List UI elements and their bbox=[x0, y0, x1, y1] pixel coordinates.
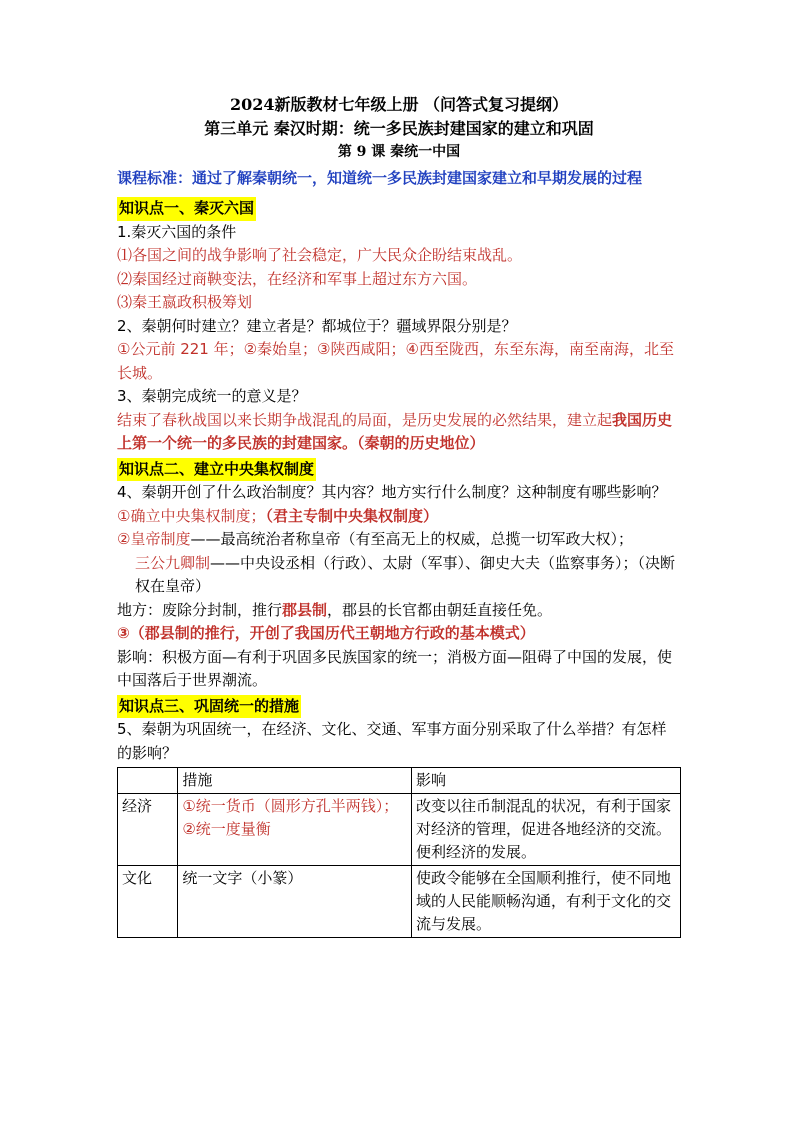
kp2-heading: 知识点二、建立中央集权制度 bbox=[117, 458, 316, 482]
a4-1: ①确立中央集权制度； bbox=[117, 506, 266, 525]
a4-3-text: ——中央设丞相（行政）、太尉（军事）、御史大夫（监察事务）；（决断权在皇帝） bbox=[135, 553, 676, 595]
table-cell-measure: 统一文字（小篆） bbox=[178, 866, 412, 938]
q1-item-3: ⑶秦王嬴政积极筹划 bbox=[117, 293, 253, 311]
a4-2-label: ②皇帝制度 bbox=[117, 530, 191, 548]
table-header-cell: 影响 bbox=[412, 768, 681, 794]
impact: 影响：积极方面—有利于巩固多民族国家的统一；消极方面—阻碍了中国的发展，使中国落后于世界潮流。 bbox=[117, 647, 673, 689]
measure-1: ①统一货币（圆形方孔半两钱）； bbox=[182, 797, 399, 815]
measure-2: ②统一度量衡 bbox=[182, 820, 271, 838]
a4-line3 bbox=[117, 552, 681, 599]
local-line bbox=[117, 599, 681, 623]
unit-title: 第三单元 秦汉时期：统一多民族封建国家的建立和巩固 bbox=[204, 119, 594, 138]
a4-line2 bbox=[117, 528, 681, 552]
a4-1-bold: （君主专制中央集权制度） bbox=[265, 506, 438, 525]
a3 bbox=[117, 409, 681, 456]
measures-table bbox=[117, 767, 681, 938]
lesson-title: 第 9 课 秦统一中国 bbox=[337, 144, 461, 160]
table-cell-effect: 使政令能够在全国顺利推行，使不同地域的人民能顺畅沟通，有利于文化的交流与发展。 bbox=[412, 866, 681, 938]
q5: 5、秦朝为巩固统一，在经济、文化、交通、军事方面分别采取了什么举措？有怎样的影响？ bbox=[117, 720, 667, 762]
table-cell-measure bbox=[178, 794, 412, 866]
a3-plain: 结束了春秋战国以来长期争战混乱的局面，是历史发展的必然结果，建立起 bbox=[117, 410, 613, 429]
local-c: ，郡县的长官都由朝廷直接任免。 bbox=[327, 600, 553, 619]
a4-2-text: ——最高统治者称皇帝（有至高无上的权威，总揽一切军政大权）； bbox=[190, 530, 633, 548]
q1: 1.秦灭六国的条件 bbox=[117, 222, 237, 241]
a2: ①公元前 221 年；②秦始皇；③陕西咸阳；④西至陇西，东至东海，南至南海，北至长城。 bbox=[117, 340, 674, 382]
local-b: 郡县制 bbox=[282, 600, 328, 619]
a3-bold: 我国历史上第一个统一的多民族的封建国家。（秦朝的历史地位） bbox=[117, 410, 673, 452]
table-header-cell: 措施 bbox=[178, 768, 412, 794]
table-header-cell bbox=[118, 768, 178, 794]
a4-4: ③（郡县制的推行，开创了我国历代王朝地方行政的基本模式） bbox=[117, 624, 535, 642]
table-cell-effect: 改变以往币制混乱的状况，有利于国家对经济的管理，促进各地经济的交流。便利经济的发展。 bbox=[412, 794, 681, 866]
q3: 3、秦朝完成统一的意义是？ bbox=[117, 387, 307, 405]
course-standard: 课程标准：通过了解秦朝统一，知道统一多民族封建国家建立和早期发展的过程 bbox=[117, 169, 643, 187]
a4-3-label: 三公九卿制 bbox=[135, 553, 211, 572]
document-page bbox=[117, 93, 681, 938]
kp1-heading: 知识点一、秦灭六国 bbox=[117, 197, 256, 221]
a4-line1 bbox=[117, 505, 681, 529]
table-row bbox=[118, 794, 681, 866]
doc-title: 2024新版教材七年级上册 （问答式复习提纲） bbox=[229, 95, 569, 114]
q1-item-2: ⑵秦国经过商鞅变法，在经济和军事上超过东方六国。 bbox=[117, 269, 478, 288]
table-header-row bbox=[118, 768, 681, 794]
local-a: 地方：废除分封制，推行 bbox=[117, 600, 283, 619]
q1-item-1: ⑴各国之间的战争影响了社会稳定，广大民众企盼结束战乱。 bbox=[117, 246, 523, 264]
q2: 2、秦朝何时建立？建立者是？都城位于？疆域界限分别是？ bbox=[117, 316, 517, 335]
table-cell-area: 文化 bbox=[118, 866, 178, 938]
kp3-heading: 知识点三、巩固统一的措施 bbox=[117, 695, 301, 719]
table-cell-area: 经济 bbox=[118, 794, 178, 866]
table-row bbox=[118, 866, 681, 938]
q4: 4、秦朝开创了什么政治制度？其内容？地方实行什么制度？这种制度有哪些影响？ bbox=[117, 483, 667, 501]
